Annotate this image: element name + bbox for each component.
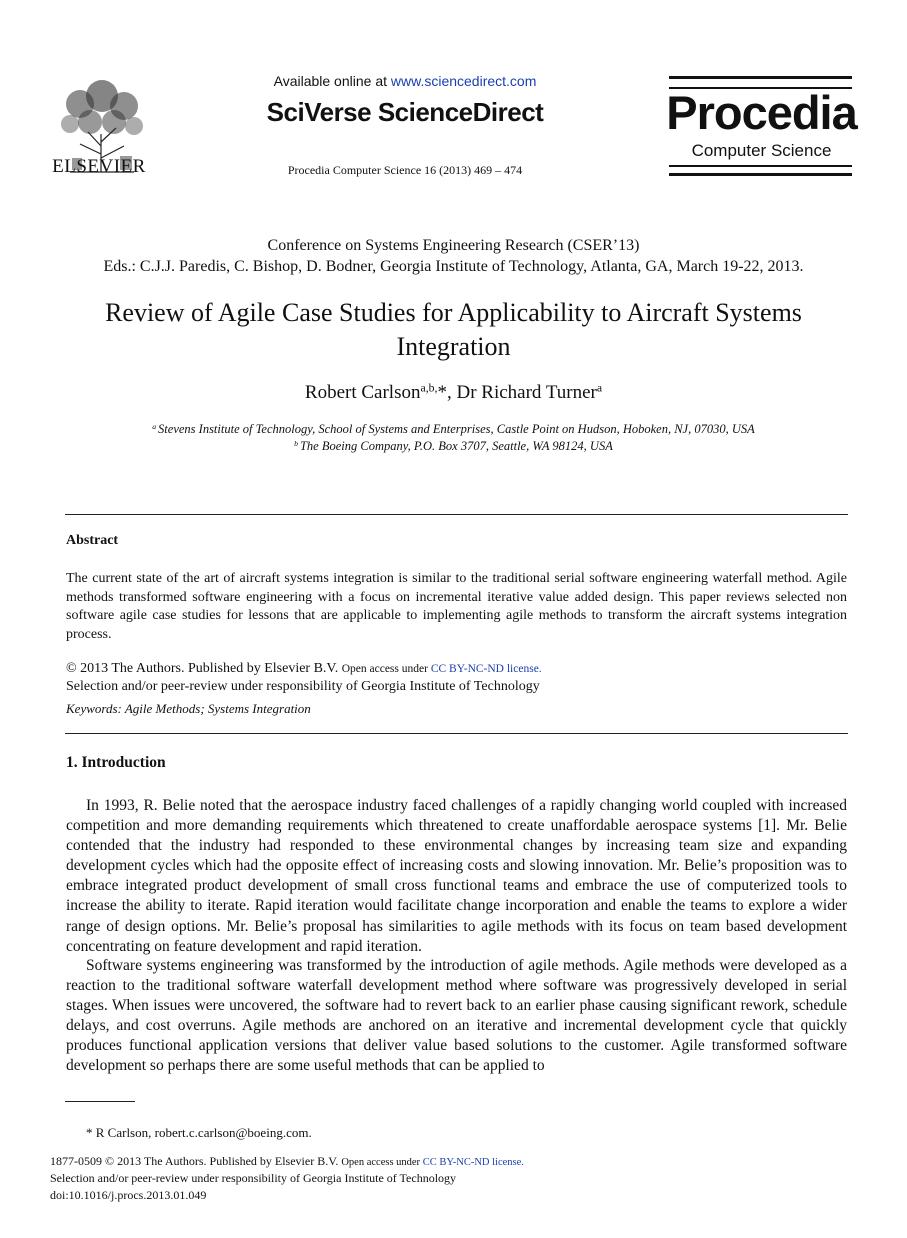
journal-reference: Procedia Computer Science 16 (2013) 469 – 474	[287, 163, 523, 177]
open-access-text: Open access under	[341, 663, 431, 675]
publisher-wordmark: ELSEVIER	[52, 156, 146, 177]
corresponding-author-mark: *	[437, 382, 447, 403]
available-online-line	[240, 73, 570, 89]
abstract-text: The current state of the art of aircraft systems integration is similar to the traditional serial software engineering waterfall method. Agile methods transformed software engineering with a focus on incremental iterative value added design. This paper reviews selected non software agile case studies for lessons that are applicable to implementing agile methods to transform the aircraft systems integration process.	[66, 571, 847, 642]
affiliation-b	[60, 439, 847, 454]
footer-issn-copyright: 1877-0509 © 2013 The Authors. Published by Elsevier B.V.	[50, 1154, 342, 1168]
abstract-top-rule	[65, 514, 848, 515]
procedia-wordmark: Procedia	[666, 86, 857, 139]
author-2-affiliation-marks: a	[596, 381, 603, 395]
footer-open-access: Open access under	[341, 1157, 423, 1168]
introduction-heading: 1. Introduction	[66, 754, 166, 771]
footnote-rule	[65, 1101, 135, 1102]
abstract-bottom-rule	[65, 733, 848, 734]
license-link[interactable]: CC BY-NC-ND license.	[430, 663, 542, 675]
abstract-heading: Abstract	[66, 533, 119, 548]
footer-license-link[interactable]: CC BY-NC-ND license.	[422, 1157, 524, 1168]
copyright-text: © 2013 The Authors. Published by Elsevier B.V.	[66, 661, 342, 676]
procedia-subtitle: Computer Science	[691, 141, 832, 160]
author-2-name: Dr Richard Turner	[456, 382, 597, 403]
authors-line	[60, 382, 847, 404]
sciverse-sciencedirect-logo: SciVerse ScienceDirect	[266, 97, 544, 127]
footer-issn-line	[50, 1154, 870, 1169]
available-prefix: Available online at	[273, 73, 391, 89]
procedia-bottom-rule	[669, 165, 852, 176]
footer-doi[interactable]: doi:10.1016/j.procs.2013.01.049	[50, 1188, 207, 1202]
editors-line: Eds.: C.J.J. Paredis, C. Bishop, D. Bodner, Georgia Institute of Technology, Atlanta, GA, March 19-22, 2013.	[103, 258, 804, 275]
copyright-line	[66, 661, 847, 677]
introduction-paragraph-1: In 1993, R. Belie noted that the aerospace industry faced challenges of a rapidly changing world coupled with increased competition and more demanding requirements which threatened to create unaffordable aerospace systems [1]. Mr. Belie contended that the industry had responded to these environmental changes by increasing team size and expanding development cycles which had the opposite effect of increasing costs and slowing innovation. Mr. Belie’s proposition was to embrace integrated product development of small cross functional teams and embrace the use of computerized tools to increase the ability to iterate. Rapid iteration would facilitate change incorporation and enable the teams to explore a wider range of design options. Mr. Belie’s proposal has similarities to agile methods with its focus on team based development concentrating on feature development and rapid iteration.	[66, 797, 847, 955]
peer-review-line: Selection and/or peer-review under responsibility of Georgia Institute of Technology	[66, 679, 540, 694]
paper-title: Review of Agile Case Studies for Applicability to Aircraft Systems Integration	[105, 298, 802, 361]
affiliation-b-text: The Boeing Company, P.O. Box 3707, Seattle, WA 98124, USA	[299, 439, 613, 453]
footer-peer-review: Selection and/or peer-review under responsibility of Georgia Institute of Technology	[50, 1171, 457, 1185]
introduction-paragraph-2: Software systems engineering was transformed by the introduction of agile methods. Agile methods were developed as a reaction to the traditional software waterfall development method where software was progressively developed in serial stages. When issues were uncovered, the software had to revert back to an earlier phase causing significant rework, schedule delays, and cost overruns. Agile methods are anchored on an iterative and incremental development cycle that quickly produces functional application versions that deliver value based solutions to the customer. Agile transformed software development so perhaps there are some useful methods that can be applied to	[66, 957, 847, 1075]
affiliation-a-mark: a	[152, 421, 159, 431]
keywords-line: Keywords: Agile Methods; Systems Integration	[66, 701, 311, 716]
corresponding-author-footnote: * R Carlson, robert.c.carlson@boeing.com.	[86, 1125, 312, 1140]
affiliation-a-text: Stevens Institute of Technology, School of Systems and Enterprises, Castle Point on Hudson, Hoboken, NJ, 07030, USA	[158, 422, 755, 436]
affiliation-a	[60, 422, 847, 437]
author-separator: ,	[446, 382, 457, 403]
author-1-affiliation-marks: a,b,	[420, 381, 438, 395]
author-1-name: Robert Carlson	[304, 382, 421, 403]
sciencedirect-link[interactable]: www.sciencedirect.com	[390, 73, 537, 89]
affiliation-b-mark: b	[294, 438, 300, 448]
conference-line: Conference on Systems Engineering Research (CSER’13)	[267, 237, 640, 254]
